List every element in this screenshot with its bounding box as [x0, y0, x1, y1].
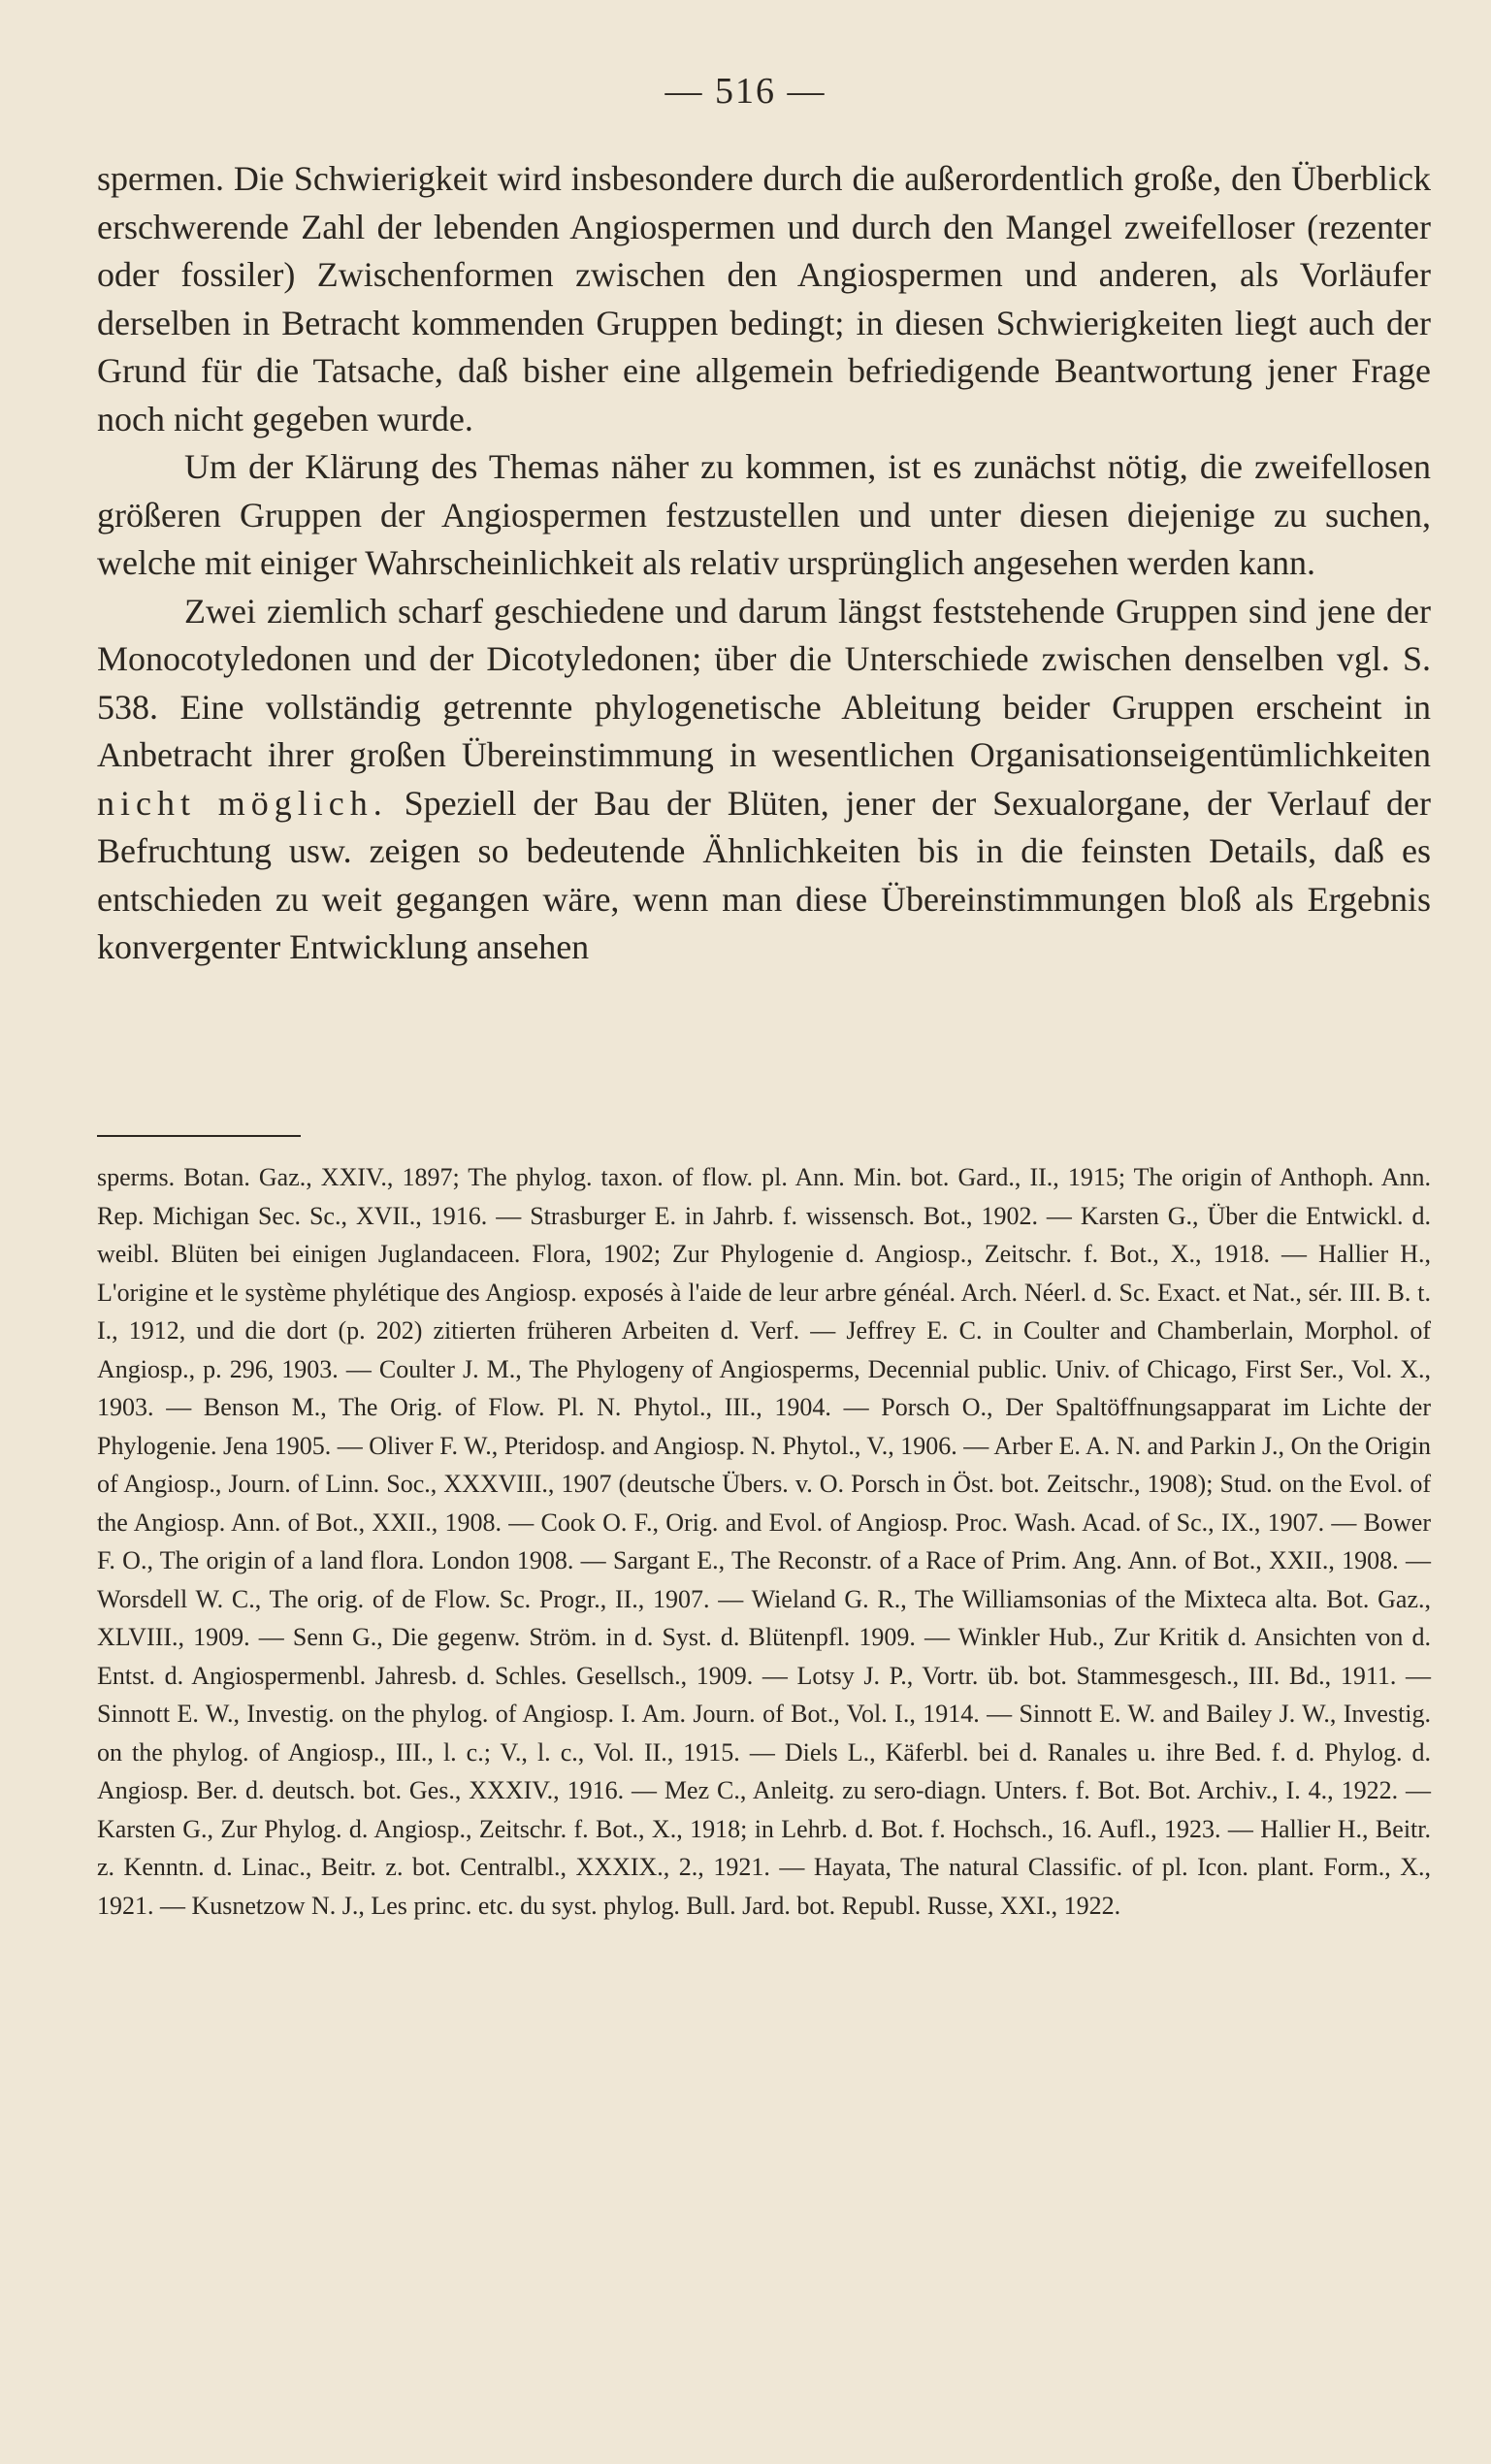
paragraph-3-end: Speziell der Bau der Blüten, jener der Sexualorgane, der Verlauf der Befruchtung usw. zeigen so bedeutende Ähnlichkeiten bis in die feinsten Details, daß es entschieden zu weit gegangen wäre, wenn man diese Übereinstimmungen bloß als Ergebnis konvergenter Entwicklung ansehen — [97, 783, 1432, 966]
footnote-divider — [97, 1135, 301, 1137]
emphasis-text: nicht möglich. — [97, 783, 388, 823]
paragraph-2: Um der Klärung des Themas näher zu kommen, ist es zunächst nötig, die zweifellosen größeren Gruppen der Angiospermen festzustellen und unter diesen diejenige zu suchen, welche mit einiger Wahrscheinlichkeit als relativ ursprünglich angesehen werden kann. — [97, 447, 1431, 582]
main-text — [97, 155, 1431, 972]
paragraph-1: spermen. Die Schwierigkeit wird insbesondere durch die außerordentlich große, den Überblick erschwerende Zahl der lebenden Angiospermen und durch den Mangel zweifelloser (rezenter oder fossiler) Zwischenformen zwischen den Angiospermen und anderen, als Vorläufer derselben in Betracht kommenden Gruppen bedingt; in diesen Schwierigkeiten liegt auch der Grund für die Tatsache, daß bisher eine allgemein befriedigende Beantwortung jener Frage noch nicht gegeben wurde. — [97, 159, 1431, 438]
paragraph-3 — [97, 588, 1431, 972]
footnote-text: sperms. Botan. Gaz., XXIV., 1897; The phylog. taxon. of flow. pl. Ann. Min. bot. Gard., II., 1915; The origin of Anthoph. Ann. Rep. Michigan Sec. Sc., XVII., 1916. — Strasburger E. in Jahrb. f. wissensch. Bot., 1902. — Karsten G., Über die Entwickl. d. weibl. Blüten bei einigen Juglandaceen. Flora, 1902; Zur Phylogenie d. Angiosp., Zeitschr. f. Bot., X., 1918. — Hallier H., L'origine et le système phylétique des Angiosp. exposés à l'aide de leur arbre généal. Arch. Néerl. d. Sc. Exact. et Nat., sér. III. B. t. I., 1912, und die dort (p. 202) zitierten früheren Arbeiten d. Verf. — Jeffrey E. C. in Coulter and Chamberlain, Morphol. of Angiosp., p. 296, 1903. — Coulter J. M., The Phylogeny of Angiosperms, Decennial public. Univ. of Chicago, First Ser., Vol. X., 1903. — Benson M., The Orig. of Flow. Pl. N. Phytol., III., 1904. — Porsch O., Der Spaltöffnungsapparat im Lichte der Phylogenie. Jena 1905. — Oliver F. W., Pteridosp. and Angiosp. N. Phytol., V., 1906. — Arber E. A. N. and Parkin J., On the Origin of Angiosp., Journ. of Linn. Soc., XXXVIII., 1907 (deutsche Übers. v. O. Porsch in Öst. bot. Zeitschr., 1908); Stud. on the Evol. of the Angiosp. Ann. of Bot., XXII., 1908. — Cook O. F., Orig. and Evol. of Angiosp. Proc. Wash. Acad. of Sc., IX., 1907. — Bower F. O., The origin of a land flora. London 1908. — Sargant E., The Reconstr. of a Race of Prim. Ang. Ann. of Bot., XXII., 1908. — Worsdell W. C., The orig. of de Flow. Sc. Progr., II., 1907. — Wieland G. R., The Williamsonias of the Mixteca alta. Bot. Gaz., XLVIII., 1909. — Senn G., Die gegenw. Ström. in d. Syst. d. Blütenpfl. 1909. — Winkler Hub., Zur Kritik d. Ansichten von d. Entst. d. Angiospermenbl. Jahresb. d. Schles. Gesellsch., 1909. — Lotsy J. P., Vortr. üb. bot. Stammesgesch., III. Bd., 1911. — Sinnott E. W., Investig. on the phylog. of Angiosp. I. Am. Journ. of Bot., Vol. I., 1914. — Sinnott E. W. and Bailey J. W., Investig. on the phylog. of Angiosp., III., l. c.; V., l. c., Vol. II., 1915. — Diels L., Käferbl. bei d. Ranales u. ihre Bed. f. d. Phylog. d. Angiosp. Ber. d. deutsch. bot. Ges., XXXIV., 1916. — Mez C., Anleitg. zu sero-diagn. Unters. f. Bot. Bot. Archiv., I. 4., 1922. — Karsten G., Zur Phylog. d. Angiosp., Zeitschr. f. Bot., X., 1918; in Lehrb. d. Bot. f. Hochsch., 16. Aufl., 1923. — Hallier H., Beitr. z. Kenntn. d. Linac., Beitr. z. bot. Centralbl., XXXIX., 2., 1921. — Hayata, The natural Classific. of pl. Icon. plant. Form., X., 1921. — Kusnetzow N. J., Les princ. etc. du syst. phylog. Bull. Jard. bot. Republ. Russe, XXI., 1922. — [97, 1163, 1431, 1920]
page-number: — 516 — — [664, 71, 827, 112]
paragraph-3-start: Zwei ziemlich scharf geschiedene und darum längst feststehende Gruppen sind jene der Monocotyledonen und der Dicotyledonen; über die Unterschiede zwischen denselben vgl. S. 538. Eine vollständig getrennte phylogenetische Ableitung beider Gruppen erscheint in Anbetracht ihrer großen Übereinstimmung in wesentlichen Organisationseigentümlichkeiten — [97, 591, 1431, 774]
footnote — [97, 1158, 1431, 1925]
